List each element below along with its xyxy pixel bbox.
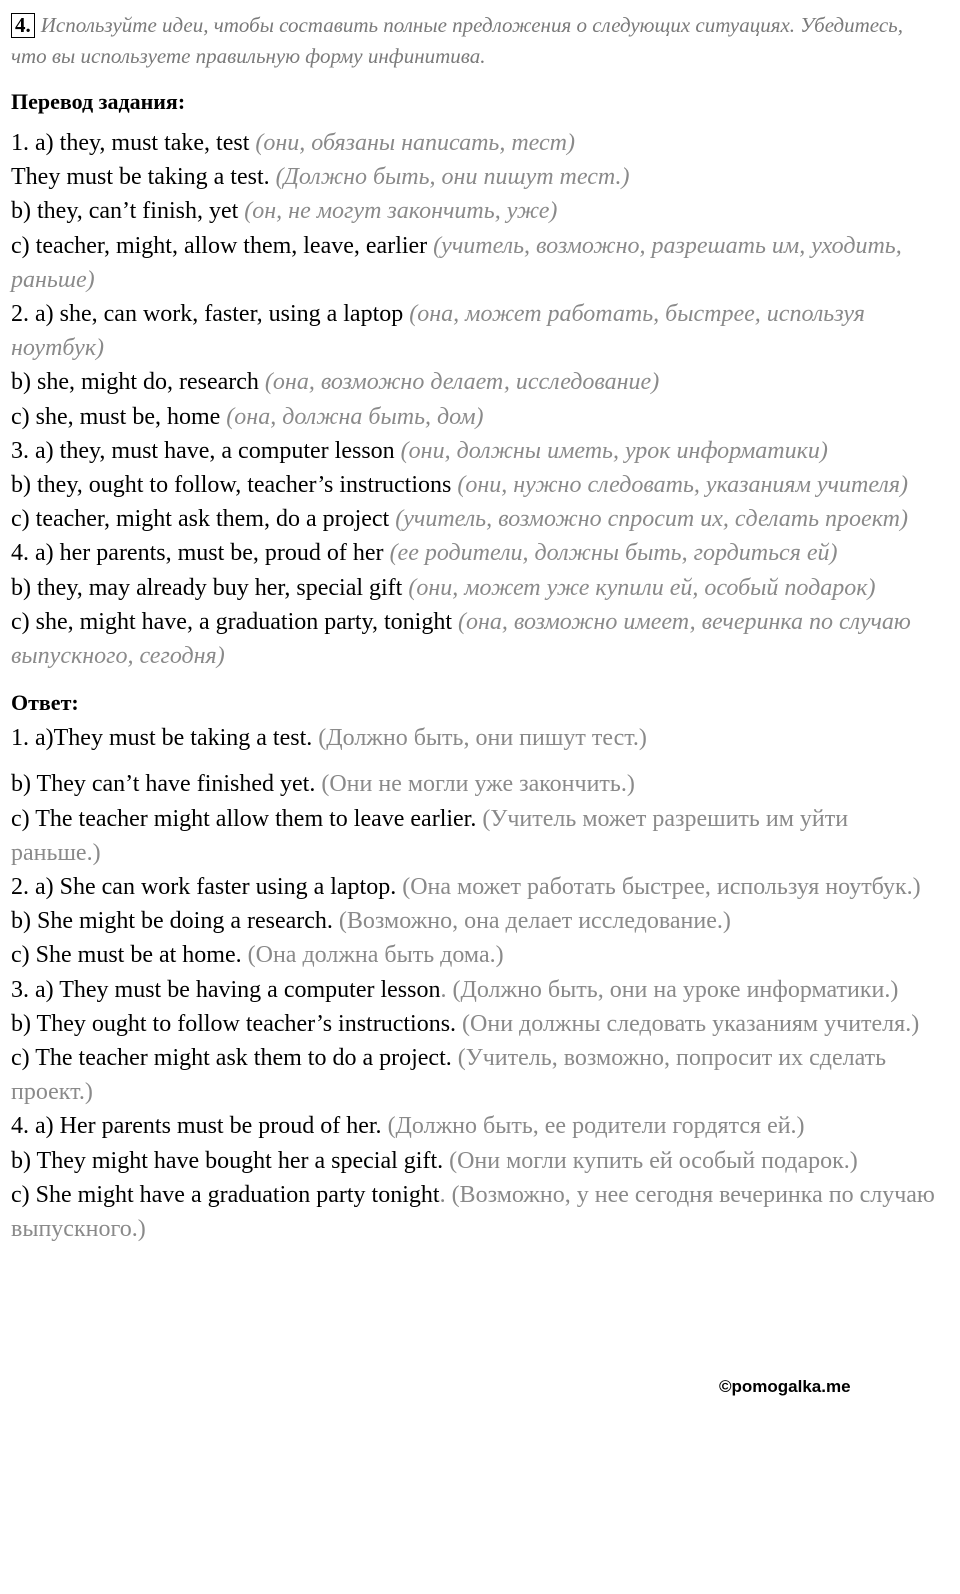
translation-item-text: c) teacher, might, allow them, leave, earlier bbox=[11, 232, 434, 259]
translation-item bbox=[11, 571, 936, 605]
translation-item-text: 4. a) her parents, must be, proud of her bbox=[11, 540, 390, 567]
site-watermark: ©pomogalka.me bbox=[719, 1377, 851, 1396]
translation-item bbox=[11, 468, 936, 502]
translation-item bbox=[11, 297, 936, 365]
answer-item-text: 3. a) They must be having a computer lesson bbox=[11, 976, 441, 1003]
exercise-number: 4. bbox=[11, 13, 35, 38]
translation-item-hint: (она, должна быть, дом) bbox=[226, 403, 484, 430]
translation-section-title: Перевод задания: bbox=[11, 89, 186, 114]
answer-item-text: c) The teacher might allow them to leave earlier. bbox=[11, 805, 483, 832]
answer-item-text: c) She might have a graduation party tonight bbox=[11, 1181, 440, 1208]
answer-item-translation: . (Должно быть, они на уроке информатики.) bbox=[440, 976, 899, 1003]
translation-item-hint: (они, может уже купили ей, особый подарок) bbox=[408, 574, 876, 601]
translation-item-text: 3. a) they, must have, a computer lesson bbox=[11, 437, 401, 464]
answer-item bbox=[11, 870, 936, 904]
translation-item bbox=[11, 365, 936, 399]
answer-item bbox=[11, 1041, 936, 1109]
answer-item-text: c) The teacher might ask them to do a project. bbox=[11, 1045, 458, 1072]
answer-item-text: b) They can’t have finished yet. bbox=[11, 771, 322, 798]
translation-item-text: b) they, may already buy her, special gift bbox=[11, 574, 409, 601]
answer-item bbox=[11, 1109, 936, 1143]
answer-item-translation: (Они не могли уже закончить.) bbox=[321, 771, 635, 798]
translation-item-hint: (она, возможно имеет, вечеринка по случаю выпускного, сегодня) bbox=[11, 608, 911, 670]
translation-item-hint: (ее родители, должны быть, гордиться ей) bbox=[389, 540, 838, 567]
translation-list bbox=[11, 126, 936, 673]
translation-item-hint: (она, может работать, быстрее, используя ноутбук) bbox=[11, 301, 865, 362]
translation-item-text: c) she, must be, home bbox=[11, 403, 227, 430]
translation-item-text: 2. a) she, can work, faster, using a laptop bbox=[11, 301, 410, 328]
answer-item-text: 4. a) Her parents must be proud of her. bbox=[11, 1113, 388, 1140]
translation-item-text: b) she, might do, research bbox=[11, 369, 265, 396]
translation-item bbox=[11, 502, 936, 536]
translation-item-hint: (Должно быть, они пишут тест.) bbox=[275, 164, 630, 191]
answer-item bbox=[11, 1144, 936, 1178]
exercise-instruction: Используйте идеи, чтобы составить полные предложения о следующих ситуациях. Убедитесь, что вы используете правильную форму инфинитива. bbox=[11, 13, 903, 68]
answer-item-translation: (Они могли купить ей особый подарок.) bbox=[449, 1147, 858, 1174]
translation-item-hint: (учитель, возможно, разрешать им, уходить, раньше) bbox=[11, 232, 902, 293]
translation-item-hint: (она, возможно делает, исследование) bbox=[264, 369, 660, 396]
translation-item-hint: (он, не могут закончить, уже) bbox=[244, 198, 558, 225]
answer-item-translation: (Она должна быть дома.) bbox=[247, 942, 504, 969]
answer-item-translation: (Она может работать быстрее, используя ноутбук.) bbox=[402, 874, 921, 901]
document-page bbox=[11, 10, 936, 1246]
answer-section-title: Ответ: bbox=[11, 690, 79, 716]
translation-item-hint: (учитель, возможно спросит их, сделать проект) bbox=[395, 506, 908, 533]
translation-item bbox=[11, 194, 936, 228]
answer-item-text: b) She might be doing a research. bbox=[11, 908, 339, 935]
answer-item-translation: (Учитель может разрешить им уйти раньше.) bbox=[11, 805, 849, 866]
translation-item bbox=[11, 605, 936, 673]
answer-item bbox=[11, 767, 936, 801]
answer-item-translation: (Возможно, она делает исследование.) bbox=[338, 908, 731, 935]
translation-item-text: They must be taking a test. bbox=[11, 164, 276, 191]
answer-item-text: c) She must be at home. bbox=[11, 942, 248, 969]
translation-item-hint: (они, обязаны написать, тест) bbox=[255, 130, 575, 156]
exercise-instruction-block bbox=[11, 10, 936, 72]
translation-item-text: b) they, ought to follow, teacher’s instructions bbox=[11, 472, 458, 499]
translation-item bbox=[11, 536, 936, 570]
answer-item bbox=[11, 721, 936, 755]
answer-item bbox=[11, 904, 936, 938]
answer-item-text: 2. a) She can work faster using a laptop. bbox=[11, 874, 403, 901]
translation-item bbox=[11, 126, 936, 160]
translation-item-text: c) she, might have, a graduation party, tonight bbox=[11, 608, 458, 635]
translation-item-text: c) teacher, might ask them, do a project bbox=[11, 506, 396, 533]
translation-item-text: b) they, can’t finish, yet bbox=[11, 198, 245, 225]
answer-item-translation: (Должно быть, ее родители гордятся ей.) bbox=[387, 1113, 805, 1140]
answer-item-translation: (Учитель, возможно, попросит их сделать проект.) bbox=[11, 1045, 887, 1106]
answer-item-translation: (Они должны следовать указаниям учителя.) bbox=[462, 1010, 920, 1037]
answer-item-text: b) They might have bought her a special gift. bbox=[11, 1147, 450, 1174]
answer-list bbox=[11, 721, 936, 1246]
translation-item bbox=[11, 400, 936, 434]
answer-item bbox=[11, 802, 936, 870]
answer-item bbox=[11, 938, 936, 972]
answer-item bbox=[11, 973, 936, 1007]
translation-item-hint: (они, должны иметь, урок информатики) bbox=[400, 437, 828, 464]
answer-item-text: b) They ought to follow teacher’s instructions. bbox=[11, 1010, 463, 1037]
translation-item-text: 1. a) they, must take, test bbox=[11, 130, 256, 156]
answer-item-text: 1. a)They must be taking a test. bbox=[11, 725, 319, 752]
answer-item-translation: (Должно быть, они пишут тест.) bbox=[318, 725, 647, 752]
answer-item bbox=[11, 1007, 936, 1041]
answer-item bbox=[11, 1178, 936, 1246]
answer-item-translation: . (Возможно, у нее сегодня вечеринка по случаю выпускного.) bbox=[11, 1181, 935, 1243]
translation-item bbox=[11, 160, 936, 194]
translation-item bbox=[11, 434, 936, 468]
translation-item bbox=[11, 229, 936, 297]
translation-item-hint: (они, нужно следовать, указаниям учителя) bbox=[457, 472, 908, 499]
